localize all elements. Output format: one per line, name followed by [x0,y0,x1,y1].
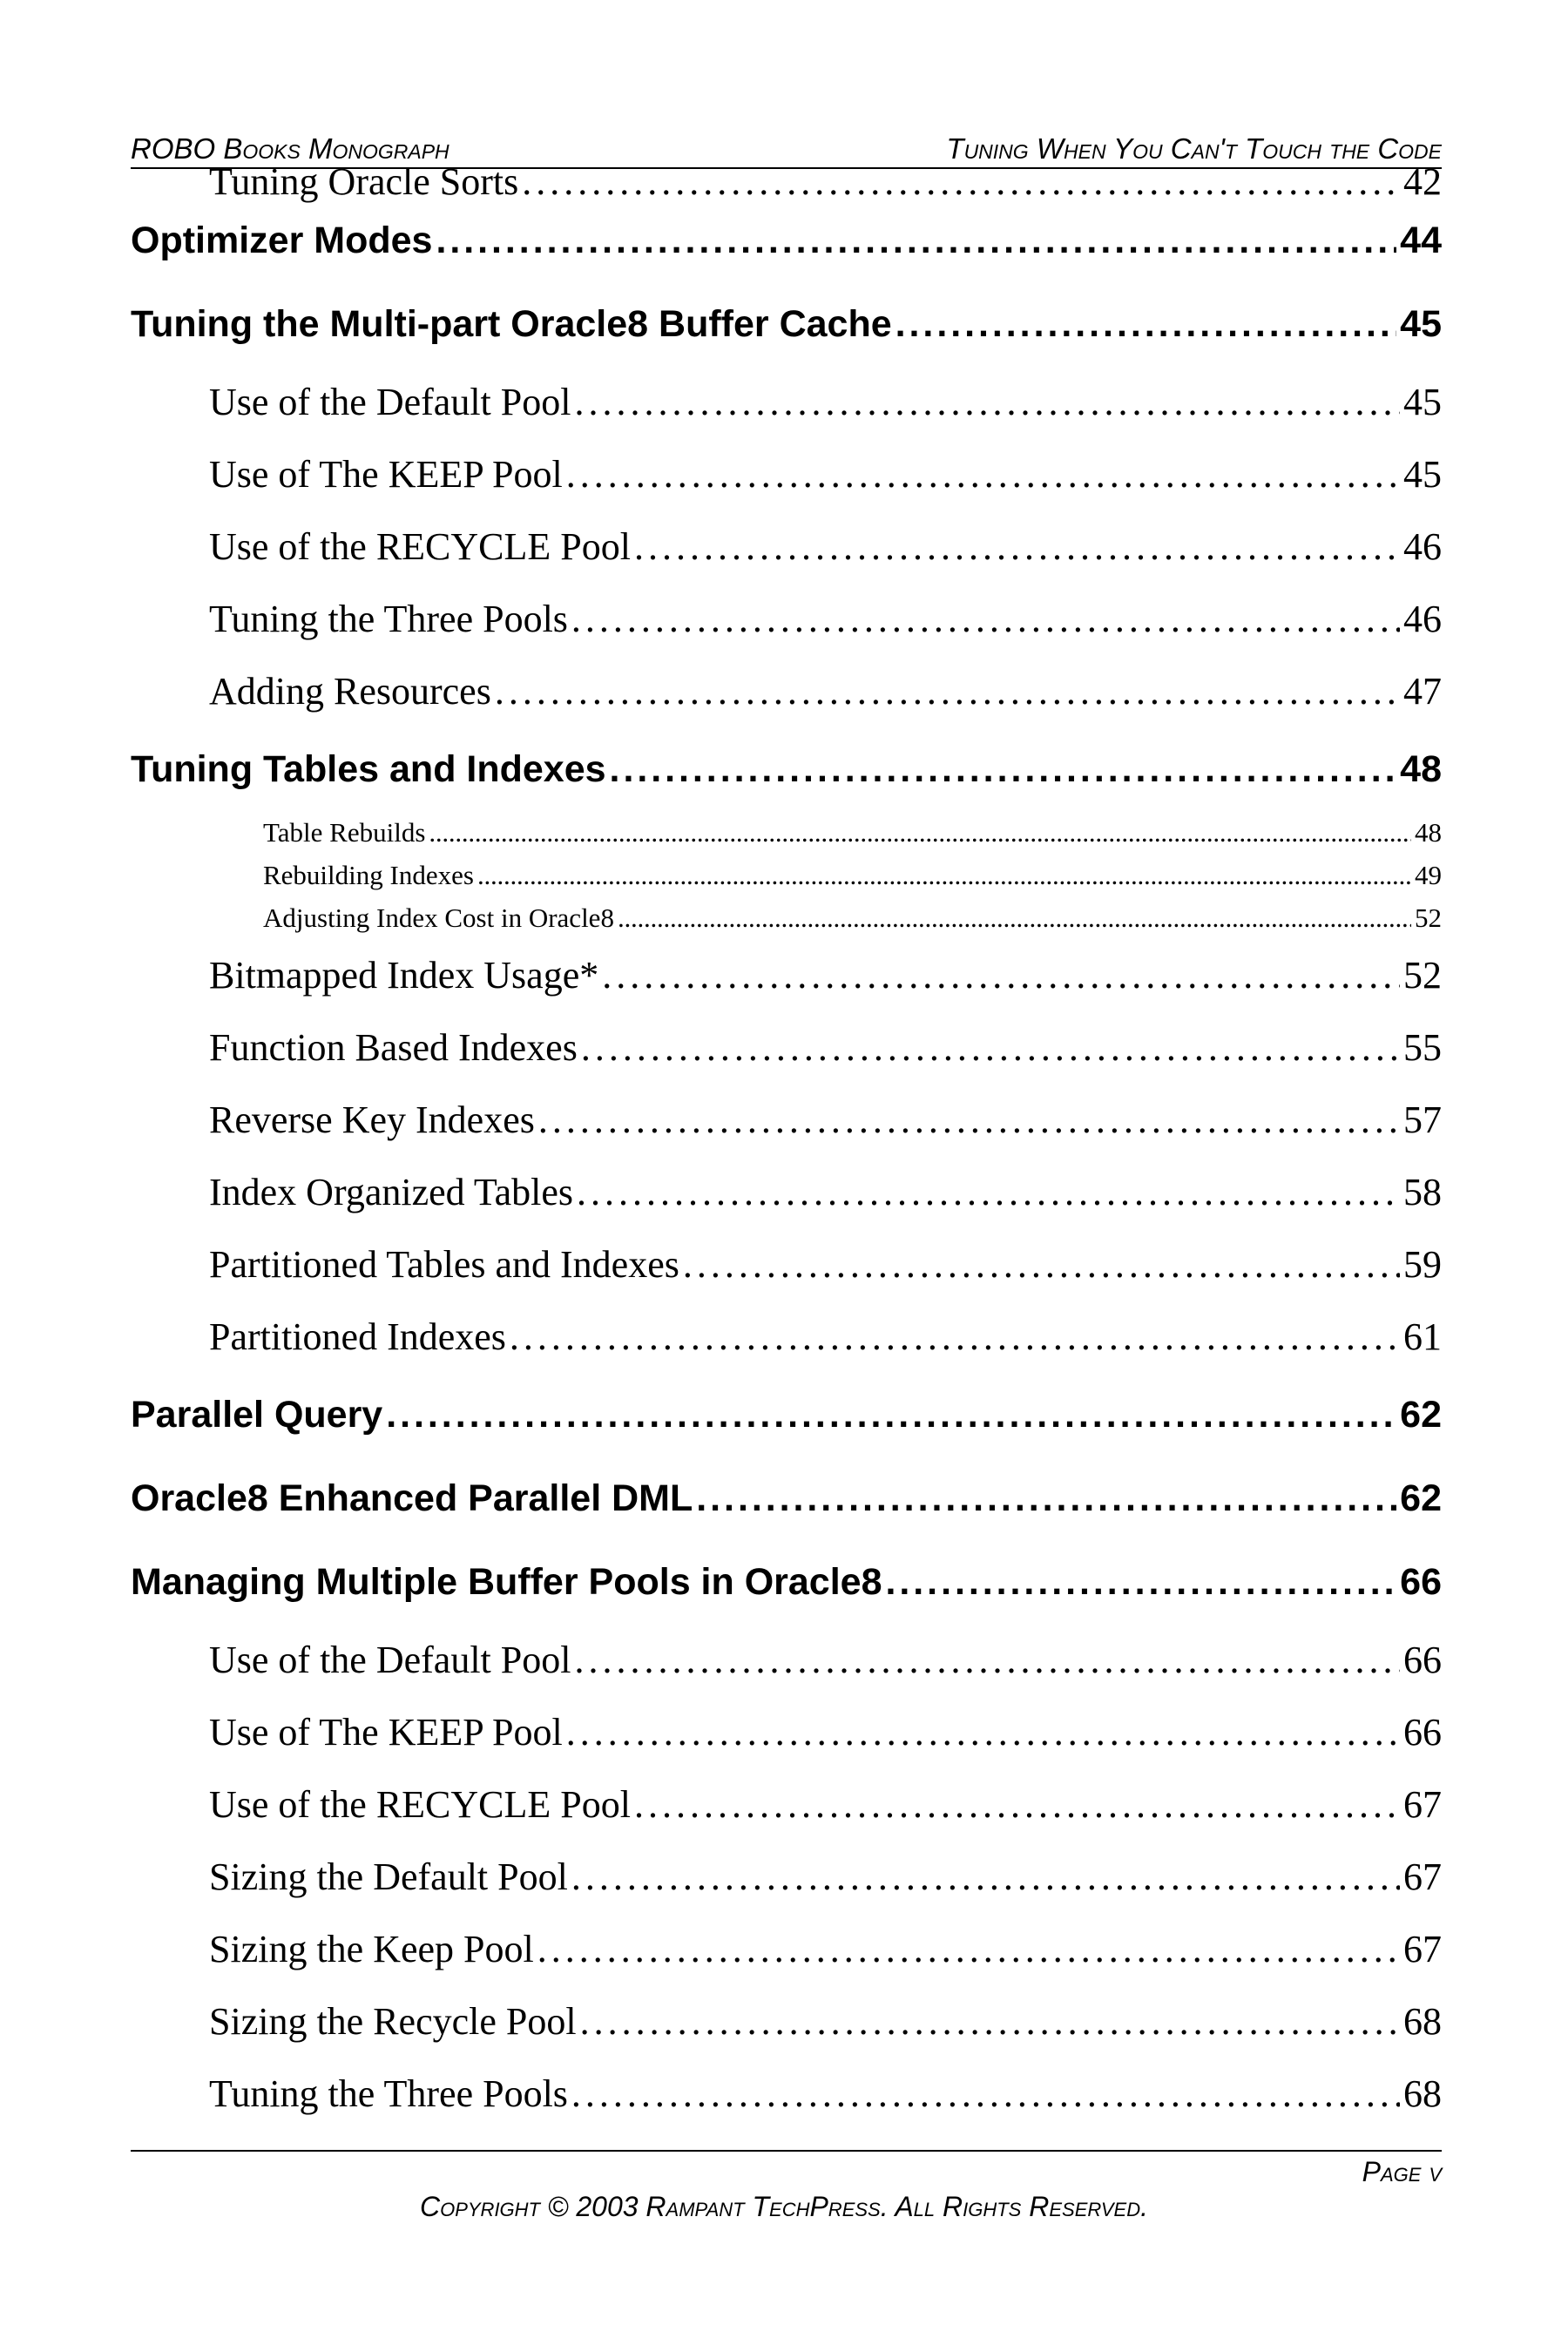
dot-leader [618,896,1411,939]
toc-entry-level-1[interactable] [131,1373,1442,1456]
toc-entry-title: Sizing the Keep Pool [209,1928,534,1970]
toc-entry-level-2[interactable] [131,1696,1442,1768]
dot-leader [566,1696,1400,1768]
toc-entry-level-3[interactable] [131,896,1442,939]
toc-entry-page: 42 [1403,160,1442,203]
dot-leader [477,854,1411,896]
toc-entry-page: 61 [1403,1315,1442,1358]
dot-leader [574,1624,1400,1696]
toc-entry-page: 58 [1403,1171,1442,1213]
toc-entry-level-2[interactable] [131,2058,1442,2130]
dot-leader [683,1228,1400,1301]
dot-leader [580,1985,1400,2058]
header-book-title: Tuning When You Can't Touch the Code [946,132,1442,165]
toc-entry-page: 59 [1403,1243,1442,1286]
toc-entry-level-1[interactable] [131,727,1442,811]
toc-entry-title: Sizing the Default Pool [209,1855,568,1898]
toc-entry-title: Tuning Tables and Indexes [131,748,606,790]
dot-leader [436,199,1396,282]
footer-rule [131,2150,1442,2152]
toc-entry-level-2[interactable] [131,1301,1442,1373]
toc-entry-level-1[interactable] [131,1456,1442,1540]
toc-entry-level-2[interactable] [131,510,1442,583]
dot-leader [574,366,1400,438]
toc-entry-level-2[interactable] [131,655,1442,727]
toc-entry-title: Use of the Default Pool [209,381,571,423]
header-book-series: ROBO Books Monograph [131,132,449,165]
dot-leader [696,1456,1396,1540]
toc-entry-page: 66 [1400,1561,1442,1603]
toc-entry-page: 48 [1415,817,1442,848]
toc-entry-page: 47 [1403,670,1442,713]
toc-entry-title: Use of The KEEP Pool [209,453,563,496]
toc-entry-level-2[interactable] [131,366,1442,438]
toc-entry-title: Sizing the Recycle Pool [209,2000,577,2043]
toc-entry-level-3[interactable] [131,854,1442,896]
toc-entry-title: Tuning the Three Pools [209,2072,568,2115]
toc-entry-title: Parallel Query [131,1394,383,1436]
toc-entry-title: Index Organized Tables [209,1171,574,1213]
toc-entry-title: Oracle8 Enhanced Parallel DML [131,1477,693,1519]
toc-entry-level-2[interactable] [131,1913,1442,1985]
dot-leader [566,438,1400,510]
toc-entry-page: 62 [1400,1394,1442,1436]
dot-leader [495,655,1400,727]
toc-entry-level-2[interactable] [131,160,1442,203]
toc-entry-level-1[interactable] [131,199,1442,282]
toc-entry-title: Bitmapped Index Usage* [209,954,599,997]
toc-entry-page: 49 [1415,860,1442,890]
dot-leader [634,1768,1400,1841]
dot-leader [429,811,1411,854]
dot-leader [886,1540,1397,1624]
toc-entry-title: Use of the RECYCLE Pool [209,525,631,568]
dot-leader [634,510,1400,583]
toc-entry-title: Adding Resources [209,670,491,713]
toc-entry-title: Adjusting Index Cost in Oracle8 [263,902,614,933]
toc-entry-level-2[interactable] [131,1841,1442,1913]
toc-entry-page: 67 [1403,1783,1442,1826]
toc-entry-title: Tuning the Three Pools [209,598,568,640]
toc-entry-page: 44 [1400,220,1442,261]
dot-leader [538,1084,1400,1156]
copyright-notice: Copyright © 2003 Rampant TechPress. All Rights Reserved. [419,2191,1148,2222]
dot-leader [896,282,1397,366]
toc-entry-page: 45 [1400,303,1442,345]
toc-entry-page: 62 [1400,1477,1442,1519]
toc-entry-level-1[interactable] [131,282,1442,366]
toc-entry-level-2[interactable] [131,1156,1442,1228]
toc-entry-page: 68 [1403,2072,1442,2115]
toc-entry-page: 57 [1403,1098,1442,1141]
dot-leader [386,1373,1396,1456]
toc-entry-page: 46 [1403,525,1442,568]
toc-entry-level-2[interactable] [131,1084,1442,1156]
dot-leader [571,2058,1400,2130]
toc-entry-title: Partitioned Tables and Indexes [209,1243,679,1286]
toc-entry-level-2[interactable] [131,583,1442,655]
toc-entry-page: 66 [1403,1711,1442,1754]
toc-entry-level-2[interactable] [131,1624,1442,1696]
toc-entry-page: 46 [1403,598,1442,640]
toc-entry-page: 67 [1403,1928,1442,1970]
toc-entry-level-2[interactable] [131,1011,1442,1084]
toc-entry-level-1[interactable] [131,1540,1442,1624]
toc-entry-level-2[interactable] [131,1228,1442,1301]
toc-entry-level-2[interactable] [131,939,1442,1011]
toc-entry-title: Rebuilding Indexes [263,860,474,890]
dot-leader [571,583,1400,655]
toc-entry-page: 52 [1403,954,1442,997]
toc-entry-page: 68 [1403,2000,1442,2043]
toc-entry-page: 45 [1403,381,1442,423]
toc-entry-page: 45 [1403,453,1442,496]
dot-leader [581,1011,1400,1084]
toc-entry-page: 48 [1400,748,1442,790]
toc-entry-page: 55 [1403,1026,1442,1069]
toc-entry-title: Managing Multiple Buffer Pools in Oracle8 [131,1561,882,1603]
toc-entry-page: 66 [1403,1639,1442,1681]
toc-entry-page: 52 [1415,902,1442,933]
dot-leader [571,1841,1400,1913]
dot-leader [577,1156,1400,1228]
toc-entry-title: Optimizer Modes [131,220,433,261]
toc-entry-level-2[interactable] [131,1985,1442,2058]
toc-entry-title: Use of The KEEP Pool [209,1711,563,1754]
toc-entry-title: Function Based Indexes [209,1026,578,1069]
table-of-contents [131,160,1442,2130]
toc-entry-level-3[interactable] [131,811,1442,854]
toc-entry-level-2[interactable] [131,438,1442,510]
toc-entry-title: Use of the RECYCLE Pool [209,1783,631,1826]
page-number: Page v [1362,2156,1442,2187]
dot-leader [610,727,1397,811]
toc-entry-title: Tuning Oracle Sorts [209,160,519,203]
toc-entry-title: Tuning the Multi-part Oracle8 Buffer Cache [131,303,892,345]
toc-entry-title: Reverse Key Indexes [209,1098,535,1141]
dot-leader [522,166,1400,199]
toc-entry-title: Use of the Default Pool [209,1639,571,1681]
toc-entry-title: Partitioned Indexes [209,1315,506,1358]
toc-entry-title: Table Rebuilds [263,817,426,848]
toc-entry-page: 67 [1403,1855,1442,1898]
dot-leader [510,1301,1400,1373]
toc-entry-level-2[interactable] [131,1768,1442,1841]
dot-leader [602,939,1400,1011]
dot-leader [537,1913,1400,1985]
